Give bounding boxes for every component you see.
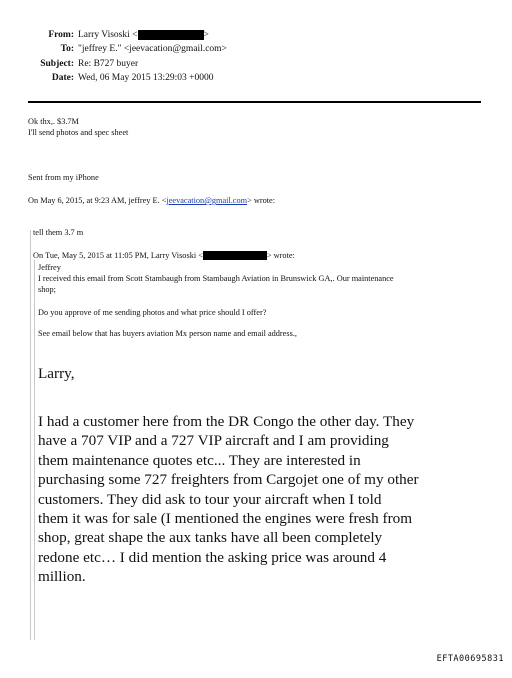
forwarded-line: them it was for sale (I mentioned the engines were fresh from [38, 510, 413, 528]
body-para-2: Do you approve of me sending photos and what price should I offer? [38, 308, 267, 317]
signature: Sent from my iPhone [28, 173, 99, 182]
subject-value: Re: B727 buyer [78, 58, 139, 69]
date-label: Date: [51, 72, 74, 83]
forwarded-line: million. [38, 568, 86, 586]
redaction-box [138, 30, 204, 40]
email-link[interactable]: jeevacation@gmail.com [166, 196, 248, 205]
reply-1 [28, 116, 128, 138]
quote-bar-nested [34, 260, 35, 640]
subject-row [0, 57, 512, 71]
quote-1-prefix: On May 6, 2015, at 9:23 AM, jeffrey E. < [28, 196, 167, 205]
quote-2-suffix: > wrote: [266, 251, 295, 260]
from-close: > [203, 30, 209, 40]
subject-label: Subject: [40, 58, 74, 69]
to-row [0, 42, 512, 56]
reply-1-line-1: Ok thx,. $3.7M [28, 117, 79, 126]
forwarded-line: I had a customer here from the DR Congo the other day. They [38, 413, 415, 430]
forwarded-line: purchasing some 727 freighters from Cargojet one of my other [38, 471, 419, 489]
greeting: Jeffrey [38, 263, 61, 272]
to-value: "jeffrey E." <jeevacation@gmail.com> [78, 44, 227, 55]
quote-bar [30, 230, 31, 640]
to-label: To: [60, 44, 74, 55]
forwarded-line: redone etc… I did mention the asking price was around 4 [38, 548, 387, 566]
forwarded-line: have a 707 VIP and a 727 VIP aircraft and I am providing [38, 432, 389, 450]
from-label: From: [48, 30, 74, 40]
body-line-2: shop; [38, 285, 56, 295]
forwarded-salutation: Larry, [38, 365, 75, 382]
from-name: Larry Visoski < [78, 30, 138, 40]
forwarded-line: them maintenance quotes etc... They are interested in [38, 451, 361, 469]
body-line-1: I received this email from Scott Stambaugh from Stambaugh Aviation in Brunswick GA,. Our maintenance [38, 274, 394, 284]
date-row [0, 71, 512, 85]
date-value: Wed, 06 May 2015 13:29:03 +0000 [78, 72, 214, 83]
forwarded-line: customers. They did ask to tour your aircraft when I told [38, 490, 382, 508]
reply-1-line-2: I'll send photos and spec sheet [28, 128, 129, 138]
from-value [78, 28, 209, 42]
reply-2: tell them 3.7 m [33, 228, 84, 237]
header-divider [28, 101, 481, 103]
from-row [0, 28, 512, 42]
redaction-box [203, 251, 267, 260]
body-para-3: See email below that has buyers aviation Mx person name and email address., [38, 329, 297, 338]
document-id: EFTA00695831 [436, 654, 504, 664]
quote-2-prefix: On Tue, May 5, 2015 at 11:05 PM, Larry Visoski < [33, 251, 203, 260]
quote-header-1 [28, 195, 275, 206]
quote-header-2 [33, 250, 295, 261]
message-body [38, 262, 394, 296]
quote-1-suffix: > wrote: [247, 196, 276, 205]
forwarded-line: shop, great shape the aux tanks have all been completely [38, 529, 383, 547]
email-header [0, 28, 512, 85]
forwarded-body [38, 412, 488, 587]
